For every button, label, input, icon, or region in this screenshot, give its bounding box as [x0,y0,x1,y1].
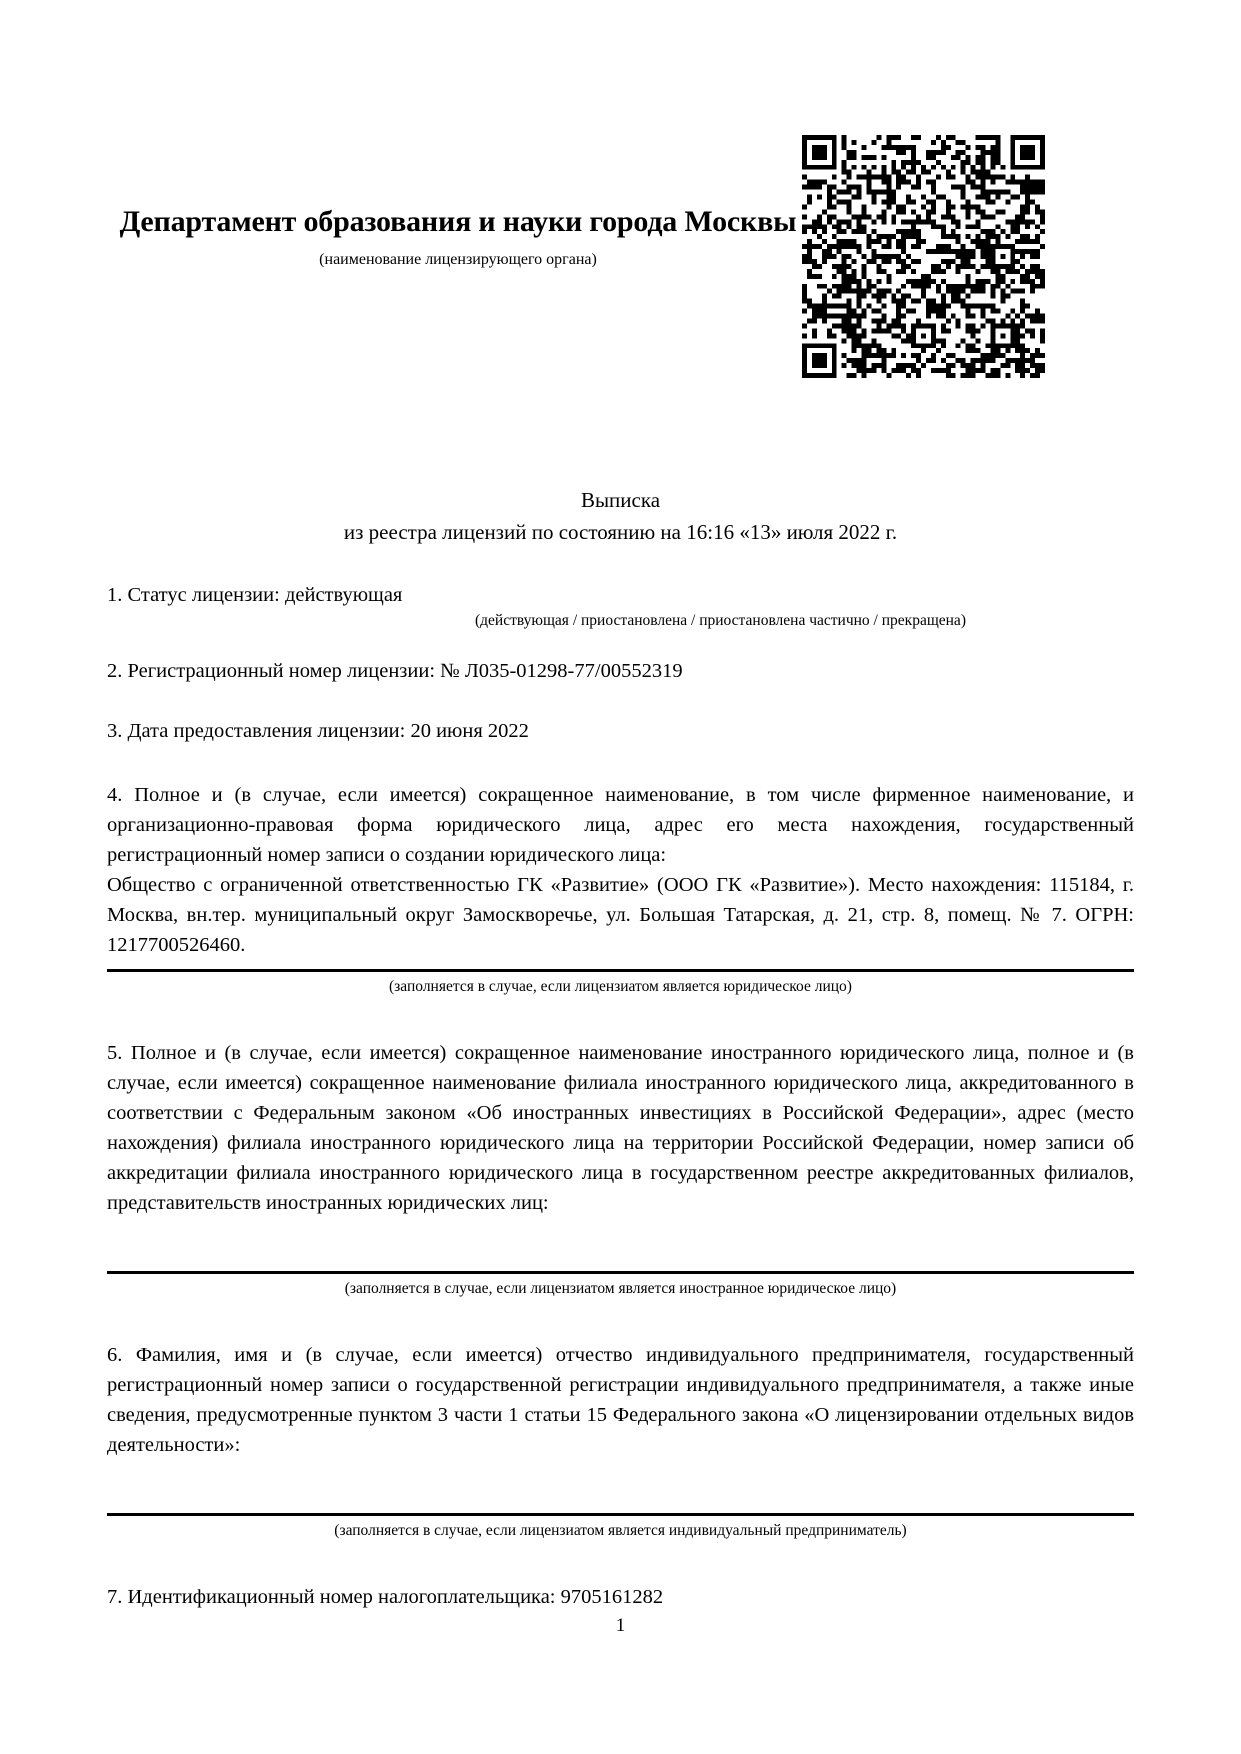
item-6-entrepreneur-label: 6. Фамилия, имя и (в случае, если имеется) отчество индивидуального предпринимателя, государственный регистрационный номер записи о государственной регистрации индивидуального предпринимателя, а также иные сведения, предусмотренные пунктом 3 части 1 статьи 15 Федерального закона «О лицензировании отдельных видов деятельности»: [107,1344,1134,1456]
item-3-issue-date: 3. Дата предоставления лицензии: 20 июня 2022 [107,720,529,742]
document-header [0,0,1241,420]
item-5-foreign-entity-value [107,1218,1134,1262]
item-5-rule [107,1271,1134,1274]
qr-code [802,135,1045,378]
document-body [107,580,1134,1612]
item-6-caption: (заполняется в случае, если лицензиатом является индивидуальный предприниматель) [334,1522,907,1539]
item-1-status: 1. Статус лицензии: действующая [107,584,403,606]
item-4-legal-entity-value: Общество с ограниченной ответственностью ГК «Развитие» (ООО ГК «Развитие»). Место нахождения: 115184, г. Москва, вн.тер. муниципальный округ Замоскворечье, ул. Большая Татарская, д. 21, стр. 8, помещ. № 7. ОГРН: 1217700526460. [107,874,1134,956]
qr-code-icon [802,135,1045,378]
item-5-caption: (заполняется в случае, если лицензиатом является иностранное юридическое лицо) [344,1280,897,1297]
page-title: Департамент образования и науки города Москвы [119,205,797,238]
extract-heading [118,484,1123,548]
issuing-authority-caption: (наименование лицензирующего органа) [319,251,597,268]
item-6-entrepreneur-value [107,1460,1134,1504]
extract-subtitle: из реестра лицензий по состоянию на 16:16 «13» июля 2022 г. [343,520,898,544]
item-7-taxpayer-number: 7. Идентификационный номер налогоплательщика: 9705161282 [107,1586,664,1608]
issuing-authority-block [118,200,798,271]
item-4-caption: (заполняется в случае, если лицензиатом является юридическое лицо) [389,978,852,995]
item-5-foreign-entity-label: 5. Полное и (в случае, если имеется) сокращенное наименование иностранного юридического лица, полное и (в случае, если имеется) сокращенное наименование филиала иностранного юридического лица, аккредитованного в соответствии с Федеральным законом «Об иностранных инвестициях в Российской Федерации», адрес (место нахождения) филиала иностранного юридического лица на территории Российской Федерации, номер записи об аккредитации филиала иностранного юридического лица в государственном реестре аккредитованных филиалов, представительств иностранных юридических лиц: [107,1042,1134,1214]
item-2-registration-number: 2. Регистрационный номер лицензии: № Л035-01298-77/00552319 [107,660,683,682]
extract-title: Выписка [580,488,661,512]
item-6-rule [107,1513,1134,1516]
item-4-rule [107,969,1134,972]
item-4-legal-entity-label: 4. Полное и (в случае, если имеется) сокращенное наименование, в том числе фирменное наименование, и организационно-правовая форма юридического лица, адрес его места нахождения, государственный регистрационный номер записи о создании юридического лица: [107,784,1134,866]
page-number: 1 [615,1615,626,1636]
item-1-caption: (действующая / приостановлена / приостановлена частично / прекращена) [475,612,966,629]
